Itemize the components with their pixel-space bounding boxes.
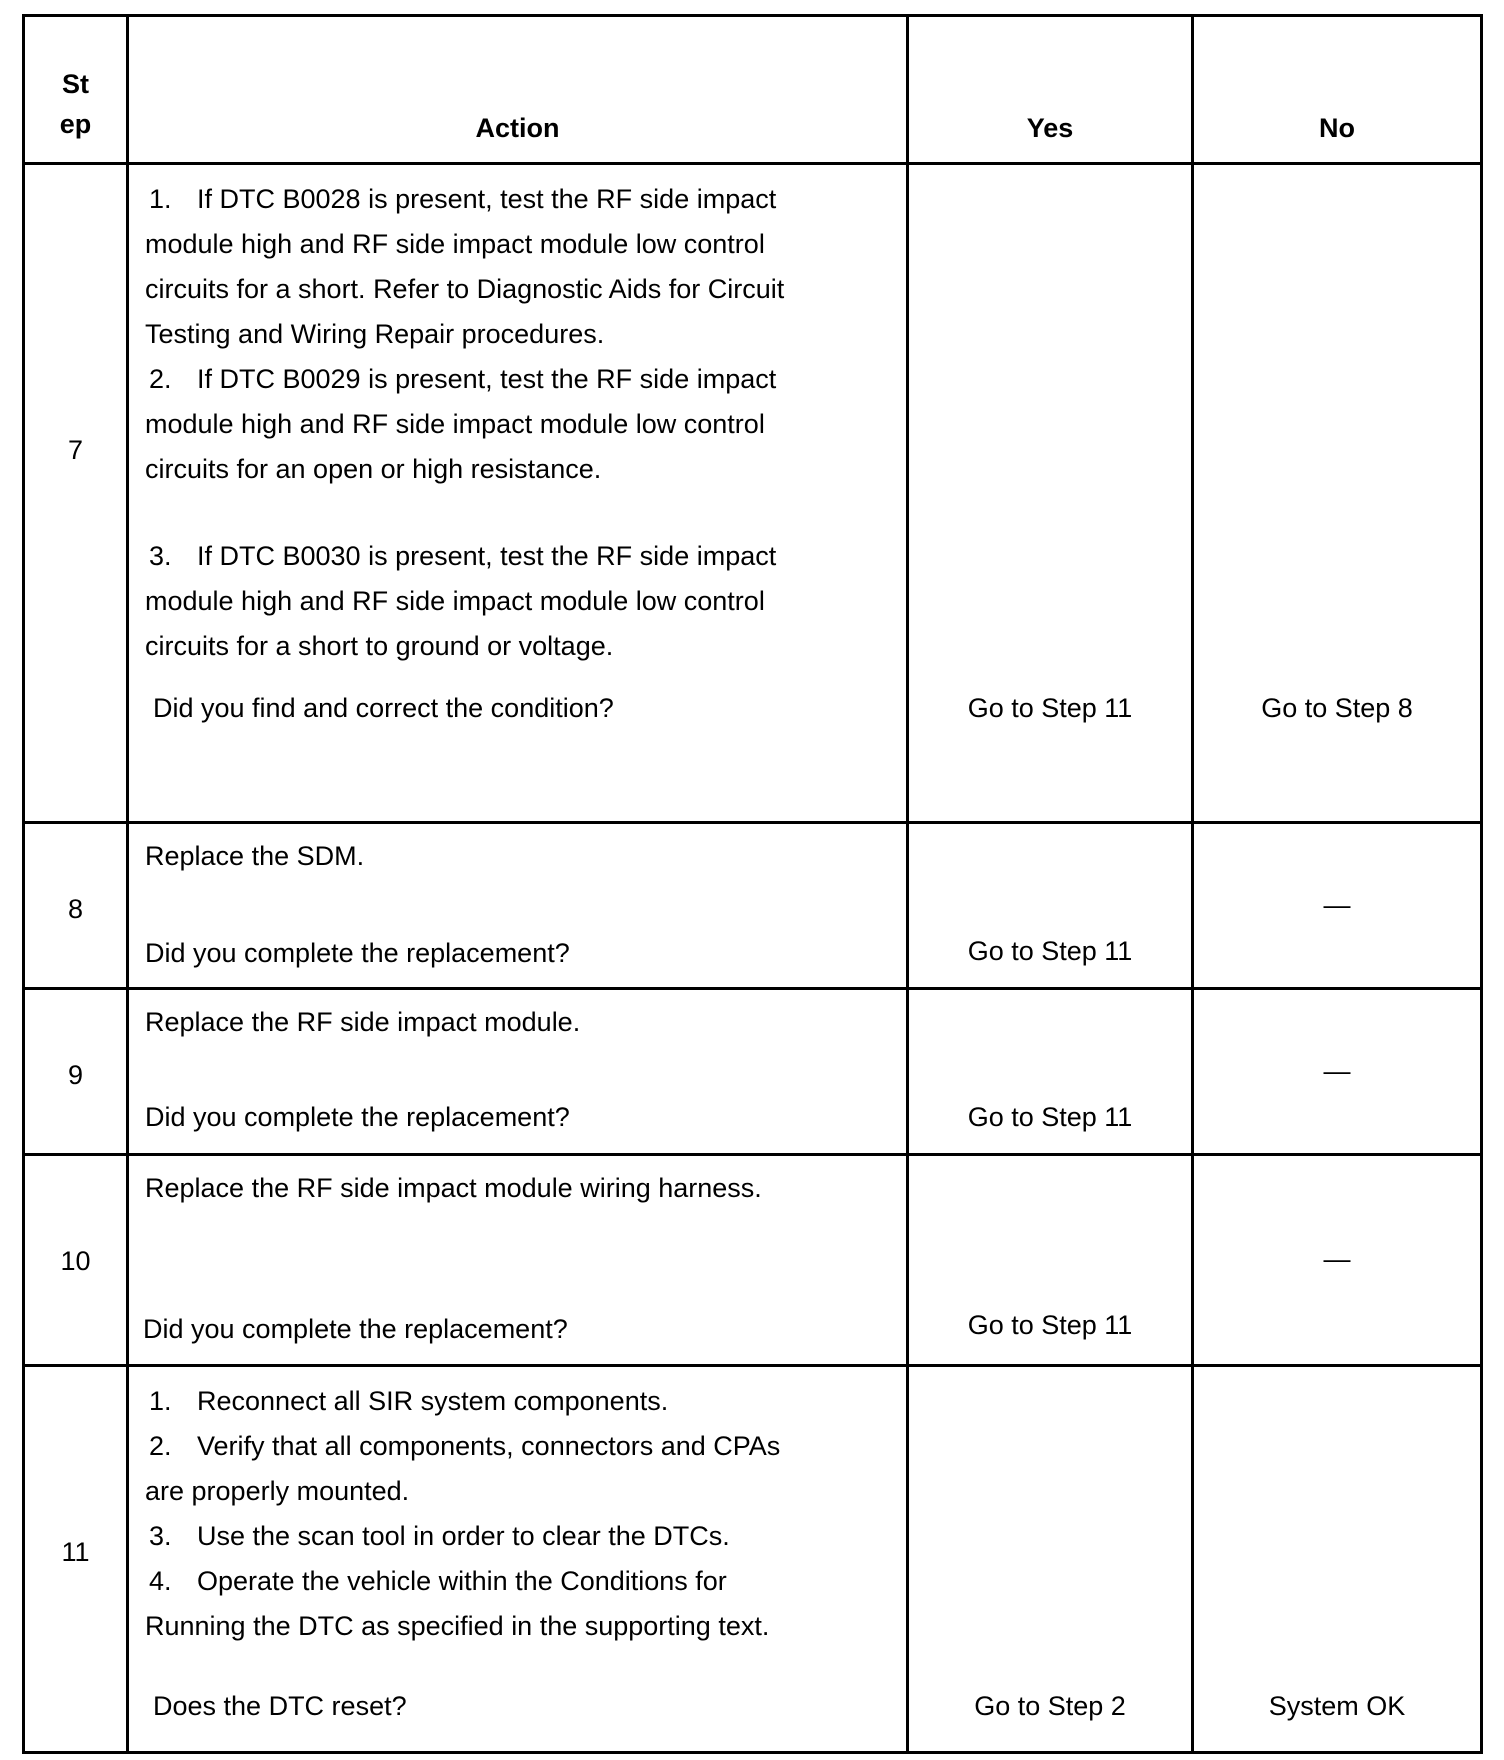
step-number: 10 <box>60 1246 91 1276</box>
step-number: 7 <box>67 435 84 465</box>
table-row <box>24 1366 1482 1753</box>
no-action: — <box>1323 890 1351 920</box>
question-text: Did you complete the replacement? <box>143 1314 568 1344</box>
table-row <box>24 989 1482 1155</box>
header-step: St ep <box>24 16 128 164</box>
list-item: 3. Use the scan tool in order to clear the DTCs. <box>149 1521 730 1551</box>
list-item: 2. If DTC B0029 is present, test the RF side impact module high and RF side impact module low control circuits for an open or high resistance. <box>145 364 777 484</box>
header-row <box>24 16 1482 164</box>
header-yes: Yes <box>908 16 1193 164</box>
step-number: 9 <box>67 1060 84 1090</box>
no-action: Go to Step 8 <box>1261 693 1413 723</box>
question-text: Does the DTC reset? <box>153 1691 407 1721</box>
question-text: Did you find and correct the condition? <box>153 693 614 723</box>
table-row <box>24 1155 1482 1366</box>
no-action: — <box>1323 1244 1351 1274</box>
yes-action: Go to Step 11 <box>967 1310 1133 1340</box>
header-no: No <box>1193 16 1482 164</box>
table-row <box>24 164 1482 823</box>
yes-action: Go to Step 11 <box>967 1102 1133 1132</box>
action-text: Replace the RF side impact module wiring harness. <box>145 1173 762 1203</box>
step-number: 8 <box>67 894 84 924</box>
question-text: Did you complete the replacement? <box>145 1102 570 1132</box>
list-item: 2. Verify that all components, connectors and CPAs are properly mounted. <box>145 1431 781 1506</box>
list-item: 3. If DTC B0030 is present, test the RF side impact module high and RF side impact module low control circuits for a short to ground or voltage. <box>145 541 777 661</box>
yes-action: Go to Step 11 <box>967 936 1133 966</box>
yes-action: Go to Step 11 <box>967 693 1133 723</box>
list-item: 4. Operate the vehicle within the Conditions for Running the DTC as specified in the supporting text. <box>145 1566 770 1641</box>
action-list <box>145 1379 805 1649</box>
question-text: Did you complete the replacement? <box>145 938 570 968</box>
action-text: Replace the RF side impact module. <box>145 1007 581 1037</box>
step-number: 11 <box>61 1537 90 1567</box>
action-text: Replace the SDM. <box>145 841 365 871</box>
action-list <box>145 177 805 669</box>
list-item: 1. Reconnect all SIR system components. <box>149 1386 669 1416</box>
diagnostic-table <box>22 14 1483 1754</box>
yes-action: Go to Step 2 <box>974 1691 1126 1721</box>
list-item: 1. If DTC B0028 is present, test the RF side impact module high and RF side impact module low control circuits for a short. Refer to Diagnostic Aids for Circuit Testing and Wiring Repair procedures. <box>145 184 785 349</box>
no-action: System OK <box>1268 1691 1406 1721</box>
table-row <box>24 823 1482 989</box>
no-action: — <box>1323 1056 1351 1086</box>
header-action: Action <box>128 16 908 164</box>
